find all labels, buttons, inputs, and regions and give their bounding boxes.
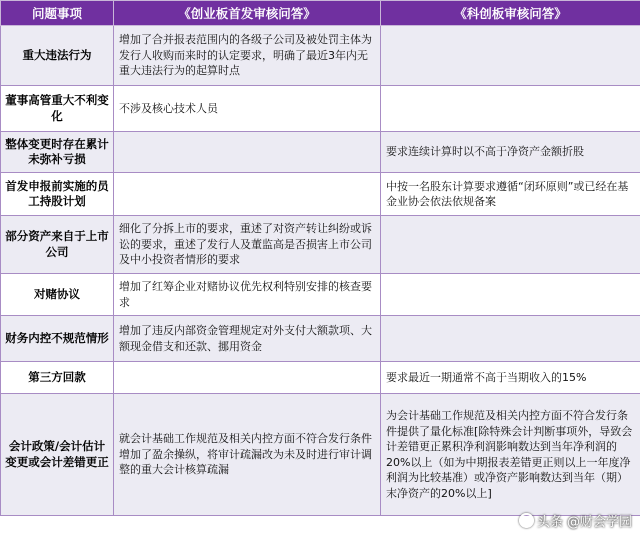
row-topic: 财务内控不规范情形 — [1, 316, 114, 362]
row-star-cell — [381, 316, 640, 362]
watermark — [519, 511, 632, 530]
row-star-cell: 要求最近一期通常不高于当期收入的15% — [381, 362, 640, 394]
row-topic: 会计政策/会计估计变更或会计差错更正 — [1, 394, 114, 516]
row-gem-cell — [114, 132, 381, 173]
header-topic: 问题事项 — [1, 1, 114, 26]
watermark-logo-icon — [519, 513, 534, 528]
header-star-market: 《科创板审核问答》 — [381, 1, 640, 26]
row-gem-cell: 不涉及核心技术人员 — [114, 86, 381, 132]
row-gem-cell — [114, 362, 381, 394]
table-row — [1, 216, 640, 274]
table-row — [1, 26, 640, 86]
table-row — [1, 132, 640, 173]
row-topic: 第三方回款 — [1, 362, 114, 394]
row-star-cell — [381, 216, 640, 274]
table-row — [1, 173, 640, 216]
row-gem-cell: 增加了红筹企业对赌协议优先权利特别安排的核查要求 — [114, 274, 381, 316]
row-gem-cell: 就会计基础工作规范及相关内控方面不符合发行条件增加了盈余操纵，将审计疏漏改为未及时进行审计调整的重大会计核算疏漏 — [114, 394, 381, 516]
watermark-text: 头条 @财会学园 — [536, 515, 632, 530]
table-row — [1, 86, 640, 132]
row-gem-cell — [114, 173, 381, 216]
table-row — [1, 362, 640, 394]
row-gem-cell: 增加了违反内部资金管理规定对外支付大额款项、大额现金借支和还款、挪用资金 — [114, 316, 381, 362]
row-topic: 对赌协议 — [1, 274, 114, 316]
header-gem-board: 《创业板首发审核问答》 — [114, 1, 381, 26]
row-topic: 首发申报前实施的员工持股计划 — [1, 173, 114, 216]
row-star-cell — [381, 274, 640, 316]
row-star-cell: 中按一名股东计算要求遵循“闭环原则”或已经在基金业协会依法依规备案 — [381, 173, 640, 216]
row-star-cell: 要求连续计算时以不高于净资产金额折股 — [381, 132, 640, 173]
row-star-cell: 为会计基础工作规范及相关内控方面不符合发行条件提供了量化标准[除特殊会计判断事项外，导致会计差错更正累积净利润影响数达到当年净利润的20%以上（如为中期报表差错更正则以上一年度净利润为比较基准）或净资产影响数达到当年（期）末净资产的20%以上] — [381, 394, 640, 516]
row-star-cell — [381, 26, 640, 86]
row-topic: 部分资产来自于上市公司 — [1, 216, 114, 274]
row-star-cell — [381, 86, 640, 132]
table-row — [1, 274, 640, 316]
row-gem-cell: 细化了分拆上市的要求，重述了对资产转让纠纷或诉讼的要求，重述了发行人及董监高是否损害上市公司及中小投资者情形的要求 — [114, 216, 381, 274]
table-row — [1, 394, 640, 516]
row-topic: 整体变更时存在累计未弥补亏损 — [1, 132, 114, 173]
table-header-row — [1, 1, 640, 26]
row-gem-cell: 增加了合并报表范围内的各级子公司及被处罚主体为发行人收购而来时的认定要求，明确了最近3年内无重大违法行为的起算时点 — [114, 26, 381, 86]
row-topic: 重大违法行为 — [1, 26, 114, 86]
row-topic: 董事高管重大不利变化 — [1, 86, 114, 132]
table-row — [1, 316, 640, 362]
